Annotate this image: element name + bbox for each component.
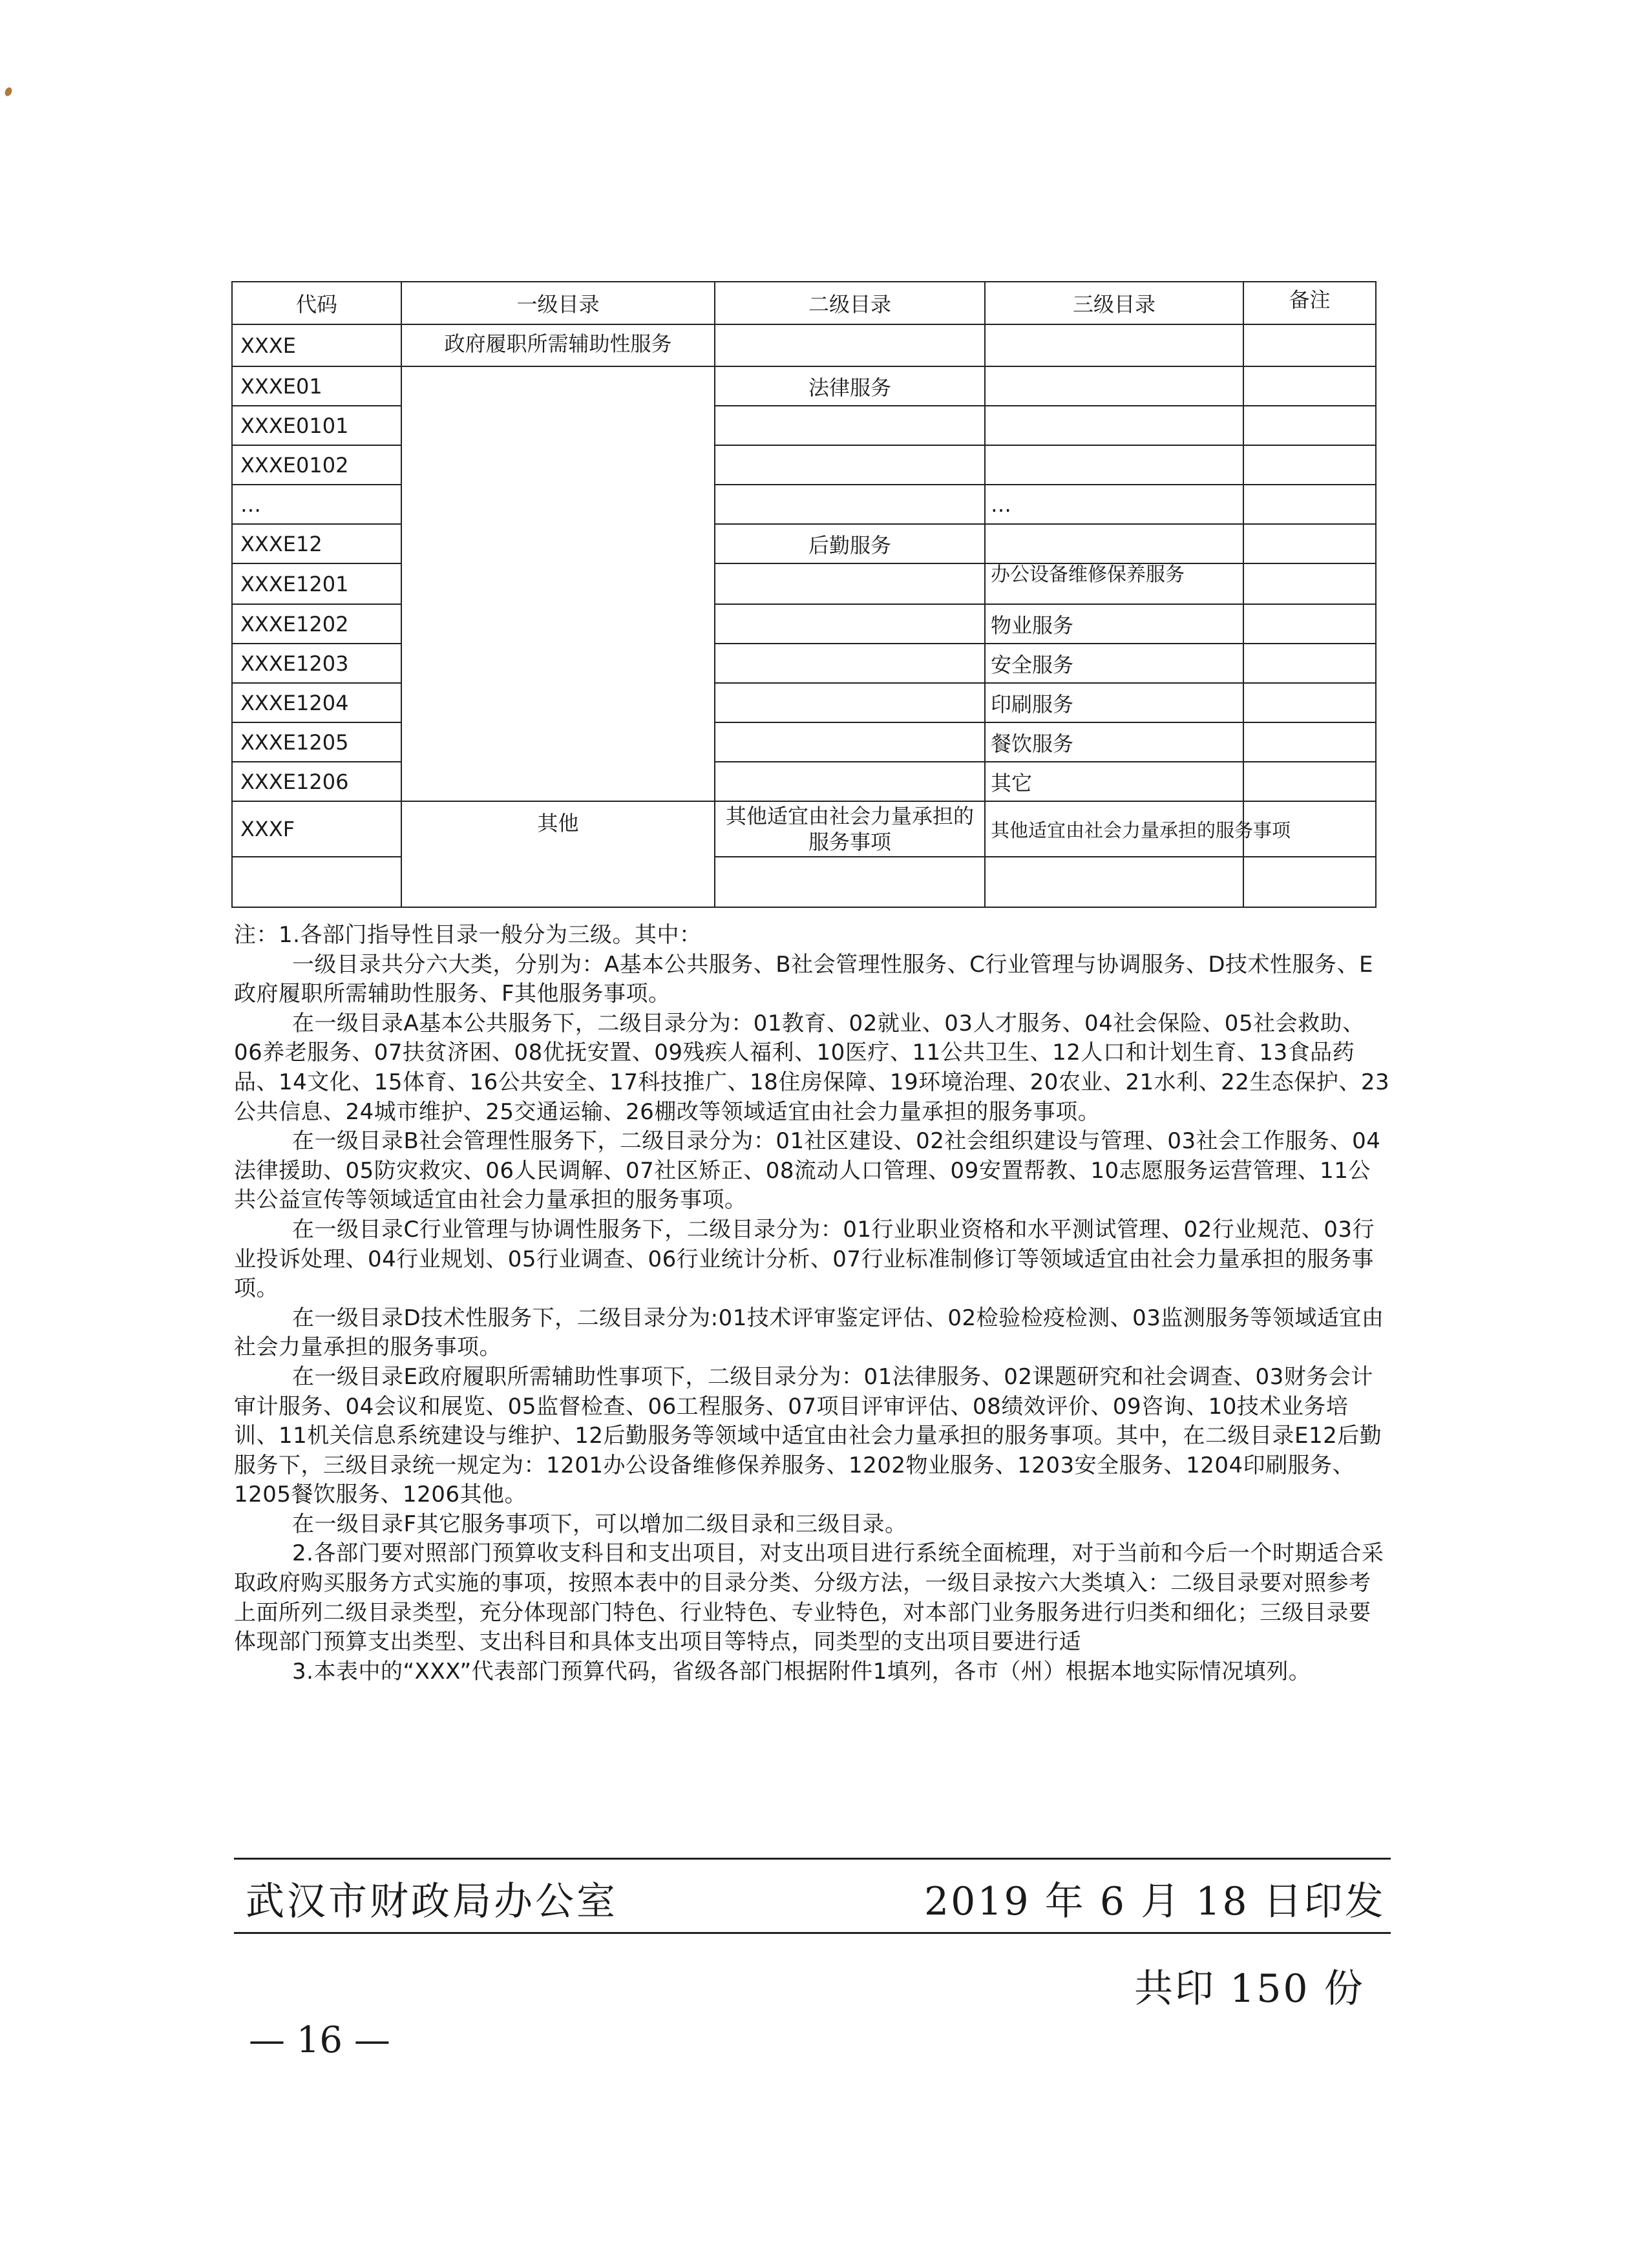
cell-code: XXXE01	[232, 366, 401, 406]
cell-level2	[715, 324, 985, 366]
cell-code: XXXE1205	[232, 722, 401, 762]
cell-empty	[232, 857, 401, 907]
cell-empty	[715, 857, 985, 907]
cell-code: XXXE1204	[232, 683, 401, 722]
cell-code: XXXF	[232, 801, 401, 857]
cell-note	[1243, 366, 1376, 406]
table-row	[232, 324, 1376, 366]
cell-level2: 后勤服务	[715, 524, 985, 563]
table-row	[232, 801, 1376, 857]
print-copies: 共印 150 份	[1134, 1966, 1365, 2011]
table-header-row	[232, 282, 1376, 324]
header-level1: 一级目录	[401, 282, 715, 324]
cell-level1: 其他	[401, 801, 715, 907]
cell-empty	[985, 857, 1243, 907]
note-heading: 注：1.各部门指导性目录一般分为三级。其中：	[234, 922, 702, 948]
header-note: 备注	[1243, 282, 1376, 324]
cell-code: XXXE1203	[232, 644, 401, 683]
paper-speck	[4, 87, 14, 98]
cell-level3: 其它	[985, 762, 1243, 801]
cell-level3: 物业服务	[985, 604, 1243, 644]
cell-code: XXXE0101	[232, 406, 401, 445]
cell-level3	[985, 406, 1243, 445]
cell-code: XXXE	[232, 324, 401, 366]
cell-note	[1243, 445, 1376, 485]
cell-code: XXXE1201	[232, 563, 401, 604]
note-paragraph: 在一级目录D技术性服务下，二级目录分为:01技术评审鉴定评估、02检验检疫检测、03监测服务等领域适宜由社会力量承担的服务事项。	[234, 1305, 1384, 1361]
note-paragraph: 3.本表中的“XXX”代表部门预算代码，省级各部门根据附件1填列，各市（州）根据本地实际情况填列。	[292, 1658, 1311, 1685]
header-level2: 二级目录	[715, 282, 985, 324]
note-paragraph: 在一级目录B社会管理性服务下，二级目录分为：01社区建设、02社会组织建设与管理、03社会工作服务、04法律援助、05防灾救灾、06人民调解、07社区矫正、08流动人口管理、09安置帮教、10志愿服务运营管理、11公共公益宣传等领域适宜由社会力量承担的服务事项。	[234, 1128, 1381, 1213]
cell-level2	[715, 644, 985, 683]
cell-level3: 餐饮服务	[985, 722, 1243, 762]
note-paragraph: 2.各部门要对照部门预算收支科目和支出项目，对支出项目进行系统全面梳理，对于当前和今后一个时期适合采取政府购买服务方式实施的事项，按照本表中的目录分类、分级方法，一级目录按六大类填入：二级目录要对照参考上面所列二级目录类型，充分体现部门特色、行业特色、专业特色，对本部门业务服务进行归类和细化；三级目录要体现部门预算支出类型、支出科目和具体支出项目等特点，同类型的支出项目要进行适	[234, 1540, 1384, 1655]
note-paragraph: 在一级目录F其它服务事项下，可以增加二级目录和三级目录。	[292, 1511, 907, 1537]
footer-rule-top	[234, 1858, 1391, 1860]
note-paragraph: 在一级目录E政府履职所需辅助性事项下，二级目录分为：01法律服务、02课题研究和社会调查、03财务会计审计服务、04会议和展览、05监督检查、06工程服务、07项目评审评估、08绩效评价、09咨询、10技术业务培训、11机关信息系统建设与维护、12后勤服务等领域中适宜由社会力量承担的服务事项。其中，在二级目录E12后勤服务下，三级目录统一规定为：1201办公设备维修保养服务、1202物业服务、1203安全服务、1204印刷服务、1205餐饮服务、1206其他。	[234, 1363, 1382, 1508]
cell-level3: 安全服务	[985, 644, 1243, 683]
service-catalog-table	[231, 281, 1377, 908]
cell-level2	[715, 406, 985, 445]
header-level3: 三级目录	[985, 282, 1243, 324]
issuing-office: 武汉市财政局办公室	[246, 1879, 618, 1924]
note-paragraph: 一级目录共分六大类，分别为：A基本公共服务、B社会管理性服务、C行业管理与协调服务、D技术性服务、E政府履职所需辅助性服务、F其他服务事项。	[234, 951, 1373, 1007]
cell-note	[1243, 683, 1376, 722]
cell-note	[1243, 406, 1376, 445]
cell-code: XXXE0102	[232, 445, 401, 485]
cell-level3	[985, 324, 1243, 366]
note-paragraph: 在一级目录A基本公共服务下，二级目录分为：01教育、02就业、03人才服务、04社会保险、05社会救助、06养老服务、07扶贫济困、08优抚安置、09残疾人福利、10医疗、11公共卫生、12人口和计划生育、13食品药品、14文化、15体育、16公共安全、17科技推广、18住房保障、19环境治理、20农业、21水利、22生态保护、23公共信息、24城市维护、25交通运输、26棚改等领域适宜由社会力量承担的服务事项。	[234, 1010, 1390, 1125]
notes-section	[234, 921, 1391, 1686]
footer-rule-bottom	[234, 1932, 1391, 1934]
cell-note	[1243, 485, 1376, 524]
cell-level3	[985, 524, 1243, 563]
cell-level2	[715, 445, 985, 485]
cell-empty	[1243, 857, 1376, 907]
table-row	[232, 366, 1376, 406]
note-paragraph: 在一级目录C行业管理与协调性服务下，二级目录分为：01行业职业资格和水平测试管理、02行业规范、03行业投诉处理、04行业规划、05行业调查、06行业统计分析、07行业标准制修订等领域适宜由社会力量承担的服务事项。	[234, 1216, 1375, 1302]
cell-code: …	[232, 485, 401, 524]
cell-note	[1243, 524, 1376, 563]
cell-level2	[715, 722, 985, 762]
cell-note	[1243, 644, 1376, 683]
cell-level2: 其他适宜由社会力量承担的服务事项	[715, 801, 985, 857]
cell-level2	[715, 563, 985, 604]
page-number: — 16 —	[249, 2019, 390, 2061]
cell-level2	[715, 762, 985, 801]
cell-code: XXXE12	[232, 524, 401, 563]
cell-level3	[985, 366, 1243, 406]
cell-level1-blank	[401, 366, 715, 801]
cell-code: XXXE1206	[232, 762, 401, 801]
cell-note	[1243, 604, 1376, 644]
cell-level2: 法律服务	[715, 366, 985, 406]
cell-level1: 政府履职所需辅助性服务	[401, 324, 715, 366]
cell-level2	[715, 683, 985, 722]
cell-note	[1243, 762, 1376, 801]
cell-level3: …	[985, 485, 1243, 524]
cell-note	[1243, 563, 1376, 604]
cell-level3: 印刷服务	[985, 683, 1243, 722]
header-code: 代码	[232, 282, 401, 324]
cell-level3	[985, 445, 1243, 485]
cell-level2	[715, 485, 985, 524]
cell-code: XXXE1202	[232, 604, 401, 644]
cell-level3: 其他适宜由社会力量承担的服务事项	[985, 801, 1243, 857]
cell-note	[1243, 722, 1376, 762]
cell-note	[1243, 324, 1376, 366]
cell-level2	[715, 604, 985, 644]
print-date: 2019 年 6 月 18 日印发	[924, 1879, 1386, 1924]
cell-level3: 办公设备维修保养服务	[985, 563, 1243, 604]
